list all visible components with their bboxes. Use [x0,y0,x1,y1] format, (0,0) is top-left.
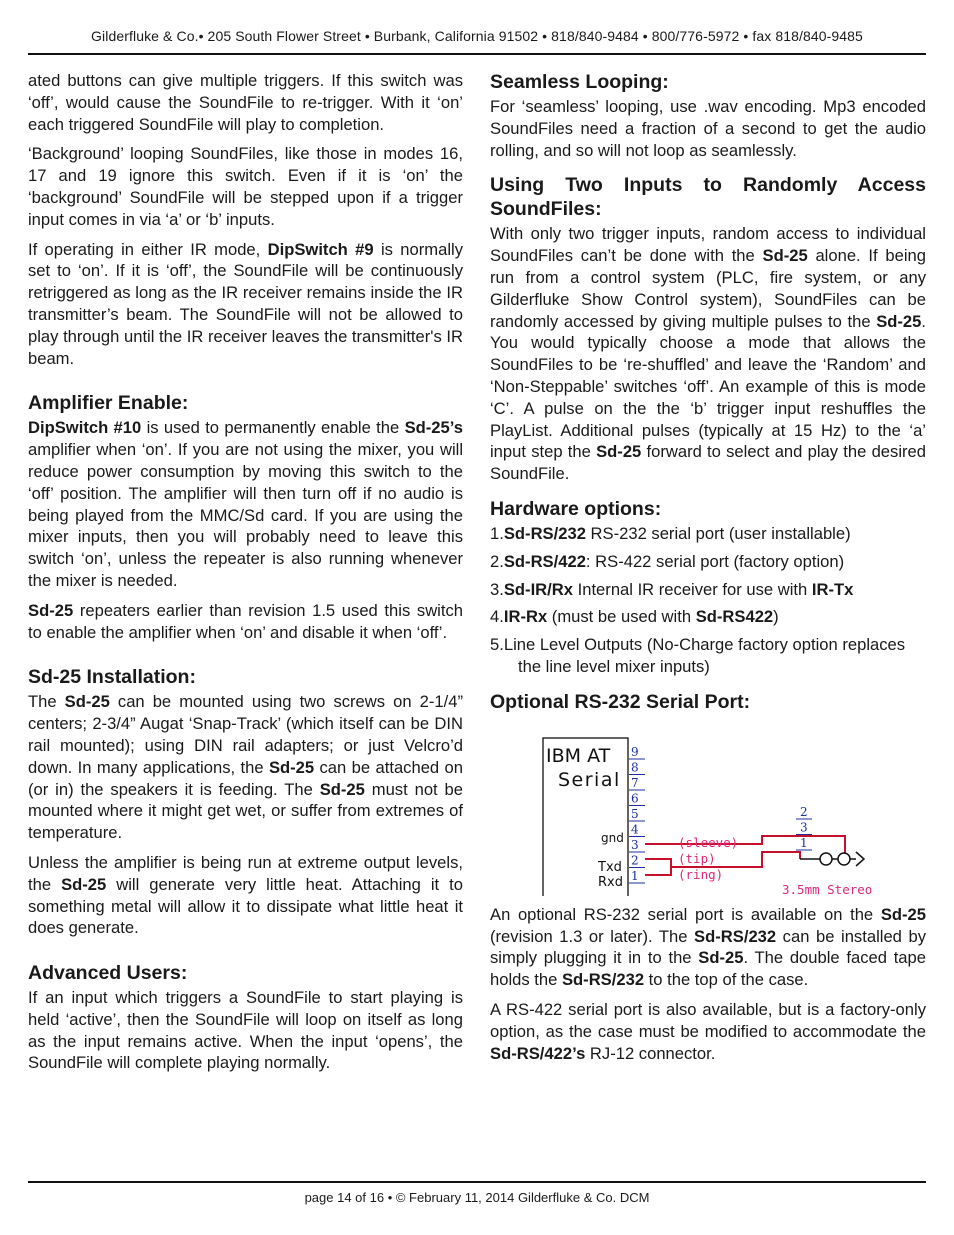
db9-pin-number: 8 [631,760,639,775]
hardware-options-list [490,523,926,678]
paragraph: ated buttons can give multiple triggers. If this switch was ‘off’, would cause the SoundFile to re-trigger. With it ‘on’ each triggered SoundFile will play to completion. [28,71,463,134]
tip-wire [645,852,800,867]
sleeve-wire [645,836,845,854]
list-item: 4.IR-Rx (must be used with Sd-RS422) [490,607,779,627]
footer-rule [28,1181,926,1183]
paragraph: If an input which triggers a SoundFile to start playing is held ‘active’, then the SoundFile will loop on itself as long as the input remains active. When the input ‘opens’, the SoundFile will complete playing normally. [28,988,463,1073]
section-heading-two-inputs: Using Two Inputs to Randomly Access SoundFiles: [490,174,926,221]
list-item: 2.Sd-RS/422: RS-422 serial port (factory option) [490,551,845,571]
jack-pin-number: 2 [800,804,808,819]
jack-pins [796,805,812,850]
page-header: Gilderfluke & Co.• 205 South Flower Street • Burbank, California 91502 • 818/840-9484 • 800/776-5972 • fax 818/840-9485 [91,28,863,44]
rs232-wiring-diagram [490,716,926,896]
section-heading-installation: Sd-25 Installation: [28,666,196,689]
paragraph: Sd-25 repeaters earlier than revision 1.5 used this switch to enable the amplifier when ‘on’ and disable it when ‘off’. [28,600,463,642]
jack-pin-number: 3 [800,820,808,835]
sleeve-label: (sleeve) [678,834,739,850]
db9-pin-number: 7 [631,775,639,790]
right-column [490,70,926,1072]
ring-label: (ring) [678,866,724,882]
paragraph: A RS-422 serial port is also available, but is a factory-only option, as the case must be modified to accommodate the Sd-RS/422’s RJ-12 connector. [490,999,926,1063]
page-footer: page 14 of 16 • © February 11, 2014 Gilderfluke & Co. DCM [304,1190,650,1205]
wiring-svg [490,716,926,896]
list-item: 5.Line Level Outputs (No-Charge factory option replaces the line level mixer inputs) [490,635,906,676]
ring-wire [645,867,671,875]
stereo-plug-icon [800,852,864,866]
db9-pin-number: 6 [631,791,639,806]
db9-pin-number: 1 [631,868,639,883]
paragraph: Unless the amplifier is being run at extreme output levels, the Sd-25 will generate very little heat. Attaching it to something metal will allow it to dissipate what little heat it does generate. [28,852,463,938]
section-heading-advanced: Advanced Users: [28,962,188,985]
paragraph: An optional RS-232 serial port is available on the Sd-25 (revision 1.3 or later). The Sd-RS/232 can be installed by simply plugging it in to the Sd-25. The double faced tape holds the Sd-RS/232 to the top of the case. [490,904,926,990]
rxd-label: Rxd [598,874,623,890]
left-column [28,70,463,1082]
paragraph: With only two trigger inputs, random access to individual SoundFiles can’t be done with the Sd-25 alone. If being run from a control system (PLC, fire system, or any Gilderfluke Show Control system), SoundFiles can be randomly accessed by giving multiple pulses to the Sd-25. You would typically choose a mode that allows the SoundFiles to be ‘re-shuffled’ and leave the ‘Random’ and ‘Non-Steppable’ switches ‘off’. An example of this is mode ‘C’. A pulse on the the ‘b’ trigger input reshuffles the PlayList. Additional pulses (typically at 15 Hz) to the ‘a’ input step the Sd-25 forward to select and play the desired SoundFile. [490,224,926,484]
box-label-line2: Serial [558,768,621,791]
db9-pin-number: 2 [631,853,639,868]
gnd-label: gnd [601,830,624,845]
db9-pin-number: 5 [631,806,639,821]
section-heading-amplifier: Amplifier Enable: [28,392,189,415]
tip-label: (tip) [678,850,716,866]
box-label-line1: IBM AT [546,744,611,767]
paragraph: ‘Background’ looping SoundFiles, like those in modes 16, 17 and 19 ignore this switch. Even if it is ‘on’ the ‘background’ SoundFile will be stepped upon if a trigger input comes in via ‘a’ or ‘b’ inputs. [28,144,463,229]
list-item: 3.Sd-IR/Rx Internal IR receiver for use with IR-Tx [490,579,854,599]
list-item: 1.Sd-RS/232 RS-232 serial port (user installable) [490,523,851,543]
stereo-label: 3.5mm Stereo [782,881,873,896]
wires [645,836,845,875]
jack-pin-number: 1 [800,835,808,850]
db9-pins [629,745,645,883]
db9-pin-number: 4 [631,822,639,837]
section-heading-hardware: Hardware options: [490,497,662,520]
section-heading-rs232: Optional RS-232 Serial Port: [490,690,751,713]
paragraph: If operating in either IR mode, DipSwitch #9 is normally set to ‘on’. If it is ‘off’, the SoundFile will be continuously retriggered as long as the IR receiver remains inside the IR transmitter’s beam. The SoundFile will not be allowed to play through until the IR receiver leaves the transmitter's IR beam. [28,239,463,368]
section-heading-seamless: Seamless Looping: [490,71,669,93]
db9-pin-number: 3 [631,837,639,852]
paragraph: The Sd-25 can be mounted using two screws on 2-1/4” centers; 2-3/4” Augat ‘Snap-Track’ (which itself can be DIN rail mounted); using DIN rail adapters; or just Velcro’d down. In many applications, the Sd-25 can be attached on (or in) the speakers it is feeding. The Sd-25 must not be mounted where it might get wet, or suffer from extremes of temperature. [28,692,463,843]
txd-label: Txd [598,859,622,875]
header-rule [28,53,926,55]
db9-pin-number: 9 [631,744,639,759]
paragraph: For ‘seamless’ looping, use .wav encoding. Mp3 encoded SoundFiles need a fraction of a second to get the audio rolling, and so will not loop as seamlessly. [490,97,926,160]
paragraph: DipSwitch #10 is used to permanently enable the Sd-25’s amplifier when ‘on’. If you are not using the mixer, you will reduce power consumption by moving this switch to the ‘off’ position. The amplifier will then turn off if no audio is being played from the MMC/Sd card. If you are using the mixer inputs, then you will probably need to leave this switch ‘on’, unless the repeater is also running whenever the mixer is needed. [28,418,463,590]
